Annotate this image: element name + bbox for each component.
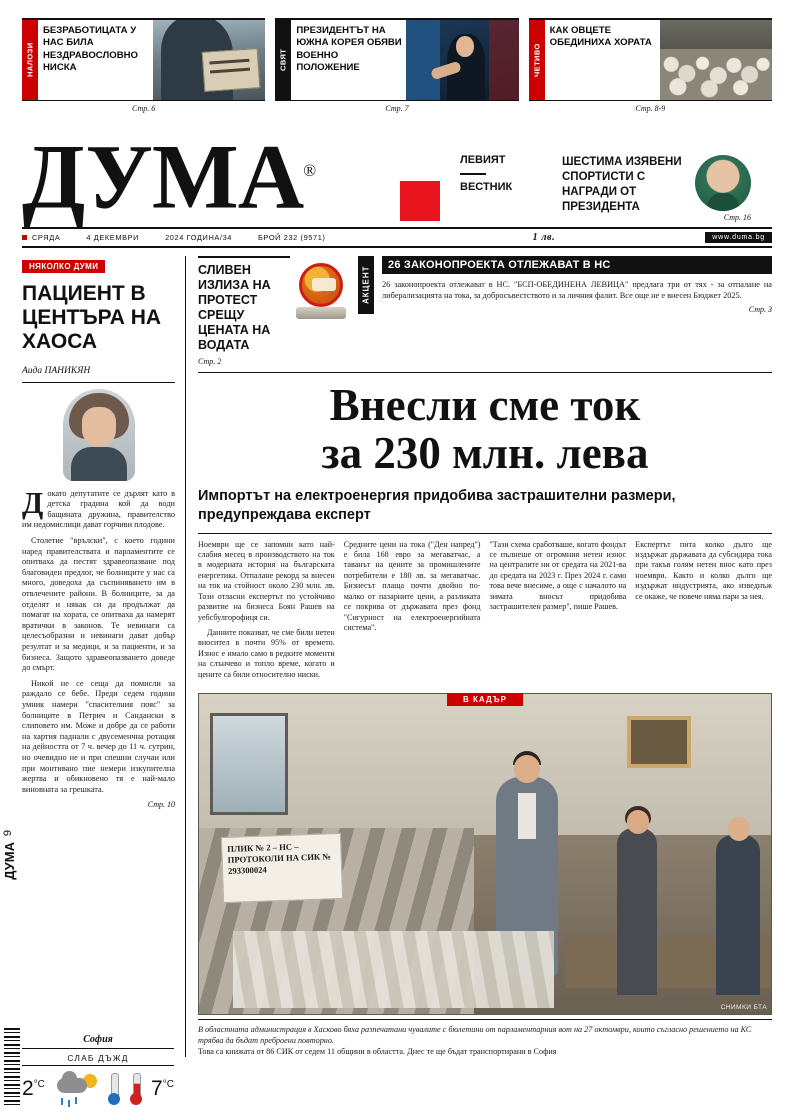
worker-figure: [716, 835, 760, 995]
opinion-column: [22, 256, 186, 1057]
cloud-sun-rain-icon: [53, 1072, 99, 1106]
logo-wrap: [22, 119, 452, 228]
column-author: Аида ПАНИКЯН: [22, 365, 91, 376]
weekday-label: СРЯДА: [32, 232, 61, 242]
article-column: [635, 540, 772, 685]
red-square-icon: [22, 235, 27, 240]
masthead-tagline: [452, 119, 552, 194]
teaser-headline: БЕЗРАБОТИЦАТА У НАС БИЛА НЕЗДРАВОСЛОВНО НИСКА: [43, 25, 139, 74]
main-headline-line-1: Внесли сме ток: [329, 379, 641, 430]
tagline-divider: [460, 173, 486, 175]
photo-label-badge: В КАДЪР: [447, 693, 523, 706]
article-paragraph: Ноември ще се запомни като най-слабия месец в производството на ток в модерната история на българската енергетика. Отпалане рекорд за внесен на ток на стойност около 230 млн. лв. Този отлаcни експертът по устойчиво развитие на бизнеса Боян Рашев на уебсбулгорофиця си.: [198, 539, 335, 622]
article-paragraph: "Тази схема сработваше, когато фондът се пълнеше от огромния нетен износ на централите ни от средата на 2021-ва до средата на 2023 г. През 2024 г. само това вече внесиме, а още с началото на зимата вносът придобива застрашителен размер", пише Рашев.: [489, 539, 627, 612]
weather-condition: СЛАБ ДЪЖД: [22, 1049, 174, 1066]
main-column: [186, 256, 772, 1057]
photo-credit: СНИМКИ БТА: [720, 1003, 767, 1011]
article-column: [344, 540, 481, 685]
water-protest-headline: СЛИВЕН ИЗЛИЗА НА ПРОТЕСТ СРЕЩУ ЦЕНАТА НА ВОДАТА: [198, 256, 290, 353]
spine-title: ДУМА: [2, 842, 17, 880]
main-article-body: [198, 533, 772, 685]
ballot-counting-photo: [198, 693, 772, 1015]
temp-min-value: 2: [22, 1077, 34, 1100]
caption-bold-part: Това са книжата от 86 СИК от седем 11 общини в областта. Днес те ще бъдат транспортирани в София: [198, 1046, 557, 1056]
teaser-tag: ЧЕТИВО: [529, 20, 545, 100]
teaser-tag: СВЯТ: [275, 20, 291, 100]
accent-headline[interactable]: 26 ЗАКОНОПРОЕКТА ОТЛЕЖАВАТ В НС: [382, 256, 772, 274]
water-protest-page-ref: Стр. 2: [198, 356, 222, 366]
article-paragraph: Средните цени на тока ("Ден напред") е била 168 евро за мегаватчас, а таванът на цените за промишлените потребители е 180 лв. за мегаватчас. Бизнесът плаща почти двойно по-малко от пазарните цени, а разликата се покрива от държавата през фонд "Сигурност на електроенергийната система".: [343, 539, 481, 632]
main-subheadline: Импортът на електроенергия придобива застрашителни размери, предупреждава експерт: [198, 487, 676, 523]
athlete-portrait: [695, 155, 751, 211]
teaser-headline: ПРЕЗИДЕНТЪТ НА ЮЖНА КОРЕЯ ОБЯВИ ВОЕННО ПОЛОЖЕНИЕ: [296, 25, 402, 74]
man-with-sign-photo: [153, 20, 265, 100]
main-photo-block: [198, 693, 772, 1057]
weather-temp-min: [22, 1077, 45, 1101]
temp-max-value: 7: [151, 1077, 163, 1100]
thermometer-cold-icon: [107, 1073, 121, 1105]
year-label: 2024 ГОДИНА/34: [165, 232, 232, 242]
article-paragraph: Експертът пита колко дълго ще издържат държавата да субсидира тока при такъв голям нетен внос като през ноември. Както и колко дълго ще издържат индустрията, ако изведнъж се окаже, че повече няма пари за нея.: [635, 539, 772, 601]
issue-label: БРОЙ 232 (9571): [258, 232, 326, 242]
teaser-item[interactable]: [275, 18, 518, 113]
price-label: 1 лв.: [532, 231, 556, 243]
promo-text: ШЕСТИМА ИЗЯВЕНИ СПОРТИСТИ С НАГРАДИ ОТ ПРЕЗИДЕНТА: [562, 156, 682, 213]
tagline-line-2: ВЕСТНИК: [460, 181, 513, 193]
red-square-mark: [400, 181, 440, 221]
weather-temp-max: [151, 1077, 174, 1101]
date-label: 4 ДЕКЕМВРИ: [86, 232, 140, 242]
column-paragraph: окато депутатите се дърлят като в детска градина кой да води бащината дружина, правителство им недомислици дават горчиви плодове.: [22, 488, 175, 530]
column-paragraph: Столетие "врълски", с което години наред правителствата и парламентите се опитваха да пестят здравеопазване под благовиден предлог, че болниците у нас са много, доведоха да съспиняването им в отвлечените райони. В болниците, за да отделят и някак си да продължат да помагат на хората, се опитваха да намерят вратички в законов. Те невинаги са целесъобразни и невинаги дават добър резултат и за медици, и за пациенти, и за бизнеса. Защото здравеопазването доведе до смърт.: [22, 536, 175, 673]
water-meter-icon: [296, 261, 348, 319]
caption-italic-part: В областната администрация в Хасково бяха разпечатани чувалите с бюлетини от парламентарния вот на 27 октомври, които съгласно решението на КС трябва да бъдат преброени повторно.: [198, 1024, 752, 1045]
weather-city: София: [22, 1034, 174, 1049]
article-column: [490, 540, 627, 685]
main-headline-line-2: за 230 млн. лева: [321, 427, 649, 478]
column-author-line: [22, 360, 175, 383]
teaser-page-ref: Стр. 8-9: [635, 104, 666, 113]
president-podium-photo: [406, 20, 518, 100]
newspaper-logo[interactable]: [22, 119, 452, 228]
column-page-ref: Стр. 10: [147, 800, 175, 810]
photo-caption: [198, 1019, 772, 1057]
barcode: [4, 1028, 20, 1106]
promo-page-ref: Стр. 16: [723, 213, 751, 222]
teaser-page-ref: Стр. 7: [385, 104, 409, 113]
weather-widget: [22, 1034, 174, 1106]
water-protest-teaser[interactable]: [198, 256, 348, 366]
teaser-item[interactable]: [22, 18, 265, 113]
main-headline[interactable]: [198, 372, 772, 477]
spine-page-number: 9: [2, 830, 14, 837]
tagline-line-1: ЛЕВИЯТ: [460, 154, 506, 166]
date-bar: [22, 227, 772, 248]
worker-figure: [617, 828, 657, 994]
thermometer-hot-icon: [129, 1073, 143, 1105]
temp-max-unit: °C: [162, 1079, 174, 1090]
website-link[interactable]: www.duma.bg: [705, 232, 772, 243]
masthead: [0, 113, 794, 228]
author-portrait: [63, 389, 135, 481]
secondary-row: [198, 256, 772, 366]
temp-min-unit: °C: [33, 1079, 45, 1090]
masthead-promo[interactable]: [552, 119, 772, 222]
accent-text: 26 законопроекта отлежават в НС. "БСП-ОБЕДИНЕНА ЛЕВИЦА" предлага три от тях - за отпалане на либерализацията на тока, за добросъвестството и за личния фалит. Все още не е внесен Бюджет 2025.: [382, 279, 772, 300]
column-badge: НЯКОЛКО ДУМИ: [22, 260, 105, 273]
dropcap: Д: [22, 484, 44, 520]
teaser-item[interactable]: [529, 18, 772, 113]
teaser-page-ref: Стр. 6: [132, 104, 156, 113]
accent-block: [358, 256, 772, 314]
ballot-envelope-label: ПЛИК № 2 – НС – ПРОТОКОЛИ НА СИК № 293300024: [221, 833, 343, 903]
accent-vertical-tag: АКЦЕНТ: [358, 256, 374, 314]
teaser-tag: НАЛОЗИ: [22, 20, 38, 100]
article-column: [198, 540, 335, 685]
column-paragraph: Никой не се сеща да помисли за раждало се бебе. Преди седем години умник намери "спасителния пояс" за болниците в Петрич и Сандански в слиповето им. Може и добре да се работи на хартия паднали с двусеменчна ротация на дейността от 7 ч. вечер до 11 ч. сутрин, но очевидно не и при спешни случаи или при монтивано пие немери изкупителна жертва и обикновено тя е най-мало виновната за грешката.: [22, 678, 175, 794]
column-body: [22, 484, 175, 796]
top-teaser-strip: [0, 0, 794, 113]
logo-text: ДУМА: [22, 125, 304, 228]
registered-mark: ®: [303, 161, 316, 180]
sheep-flock-photo: [660, 20, 772, 100]
teaser-headline: КАК ОВЦЕТЕ ОБЕДИНИХА ХОРАТА: [549, 25, 652, 49]
article-paragraph: Данните показват, че сме били нетен вносител в почти 95% от времето. Износ е имало само в редките моменти на слънчево и топло време, когато и цените са били относително ниски.: [198, 627, 335, 679]
accent-page-ref: Стр. 3: [748, 304, 772, 314]
page-body: [0, 248, 794, 1057]
column-headline[interactable]: ПАЦИЕНТ В ЦЕНТЪРА НА ХАОСА: [22, 281, 162, 353]
